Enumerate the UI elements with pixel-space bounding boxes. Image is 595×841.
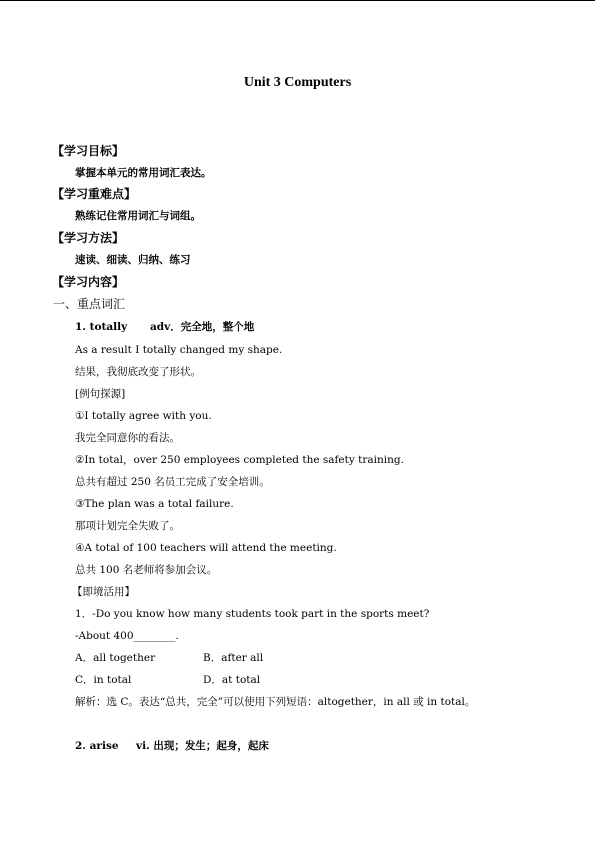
content-heading: 【学习内容】 [52, 275, 125, 289]
ex2-en: ②In total，over 250 employees completed the safety training. [75, 454, 404, 466]
option-d: D．at total [203, 674, 261, 686]
question-1: 1．-Do you know how many students took part in the sports meet? [75, 608, 430, 620]
explore-label: [例句探源] [75, 388, 126, 400]
keypoints-heading: 【学习重难点】 [52, 187, 137, 201]
word2-entry [75, 739, 375, 753]
ex4-cn: 总共 100 名老师将参加会议。 [75, 564, 218, 576]
methods-heading: 【学习方法】 [52, 231, 125, 245]
word1-definition: adv．完全地，整个地 [150, 321, 255, 333]
question-1-answer-line: -About 400________. [75, 630, 179, 642]
option-a: A．all together [75, 652, 156, 664]
ex3-cn: 那项计划完全失败了。 [75, 520, 180, 532]
ex4-en: ④A total of 100 teachers will attend the meeting. [75, 542, 337, 554]
goals-text: 掌握本单元的常用词汇表达。 [75, 167, 212, 179]
option-c: C．in total [75, 674, 132, 686]
word1-head: 1. totally [75, 321, 128, 333]
word1-entry [75, 320, 375, 334]
word1-example-cn: 结果，我彻底改变了形状。 [75, 366, 201, 378]
ex2-cn: 总共有超过 250 名员工完成了安全培训。 [75, 476, 270, 488]
analysis-text: 解析：选 C。表达“总共，完全”可以使用下列短语：altogether，in all 或 in total。 [75, 696, 476, 708]
word1-example-en: As a result I totally changed my shape. [75, 344, 283, 356]
keypoints-text: 熟练记住常用词汇与词组。 [75, 210, 201, 222]
practice-label: 【即境活用】 [72, 586, 135, 598]
methods-text: 速读、细读、归纳、练习 [75, 254, 191, 266]
top-border-line [0, 0, 595, 1]
ex3-en: ③The plan was a total failure. [75, 498, 234, 510]
page-title: Unit 3 Computers [243, 75, 352, 90]
goals-heading: 【学习目标】 [52, 144, 125, 158]
ex1-cn: 我完全同意你的看法。 [75, 432, 180, 444]
word2-head: 2. arise [75, 740, 119, 752]
ex1-en: ①I totally agree with you. [75, 410, 212, 422]
option-b: B．after all [203, 652, 264, 664]
part1-heading: 一、重点词汇 [53, 297, 126, 311]
word2-definition: vi. 出现；发生；起身，起床 [136, 740, 269, 752]
